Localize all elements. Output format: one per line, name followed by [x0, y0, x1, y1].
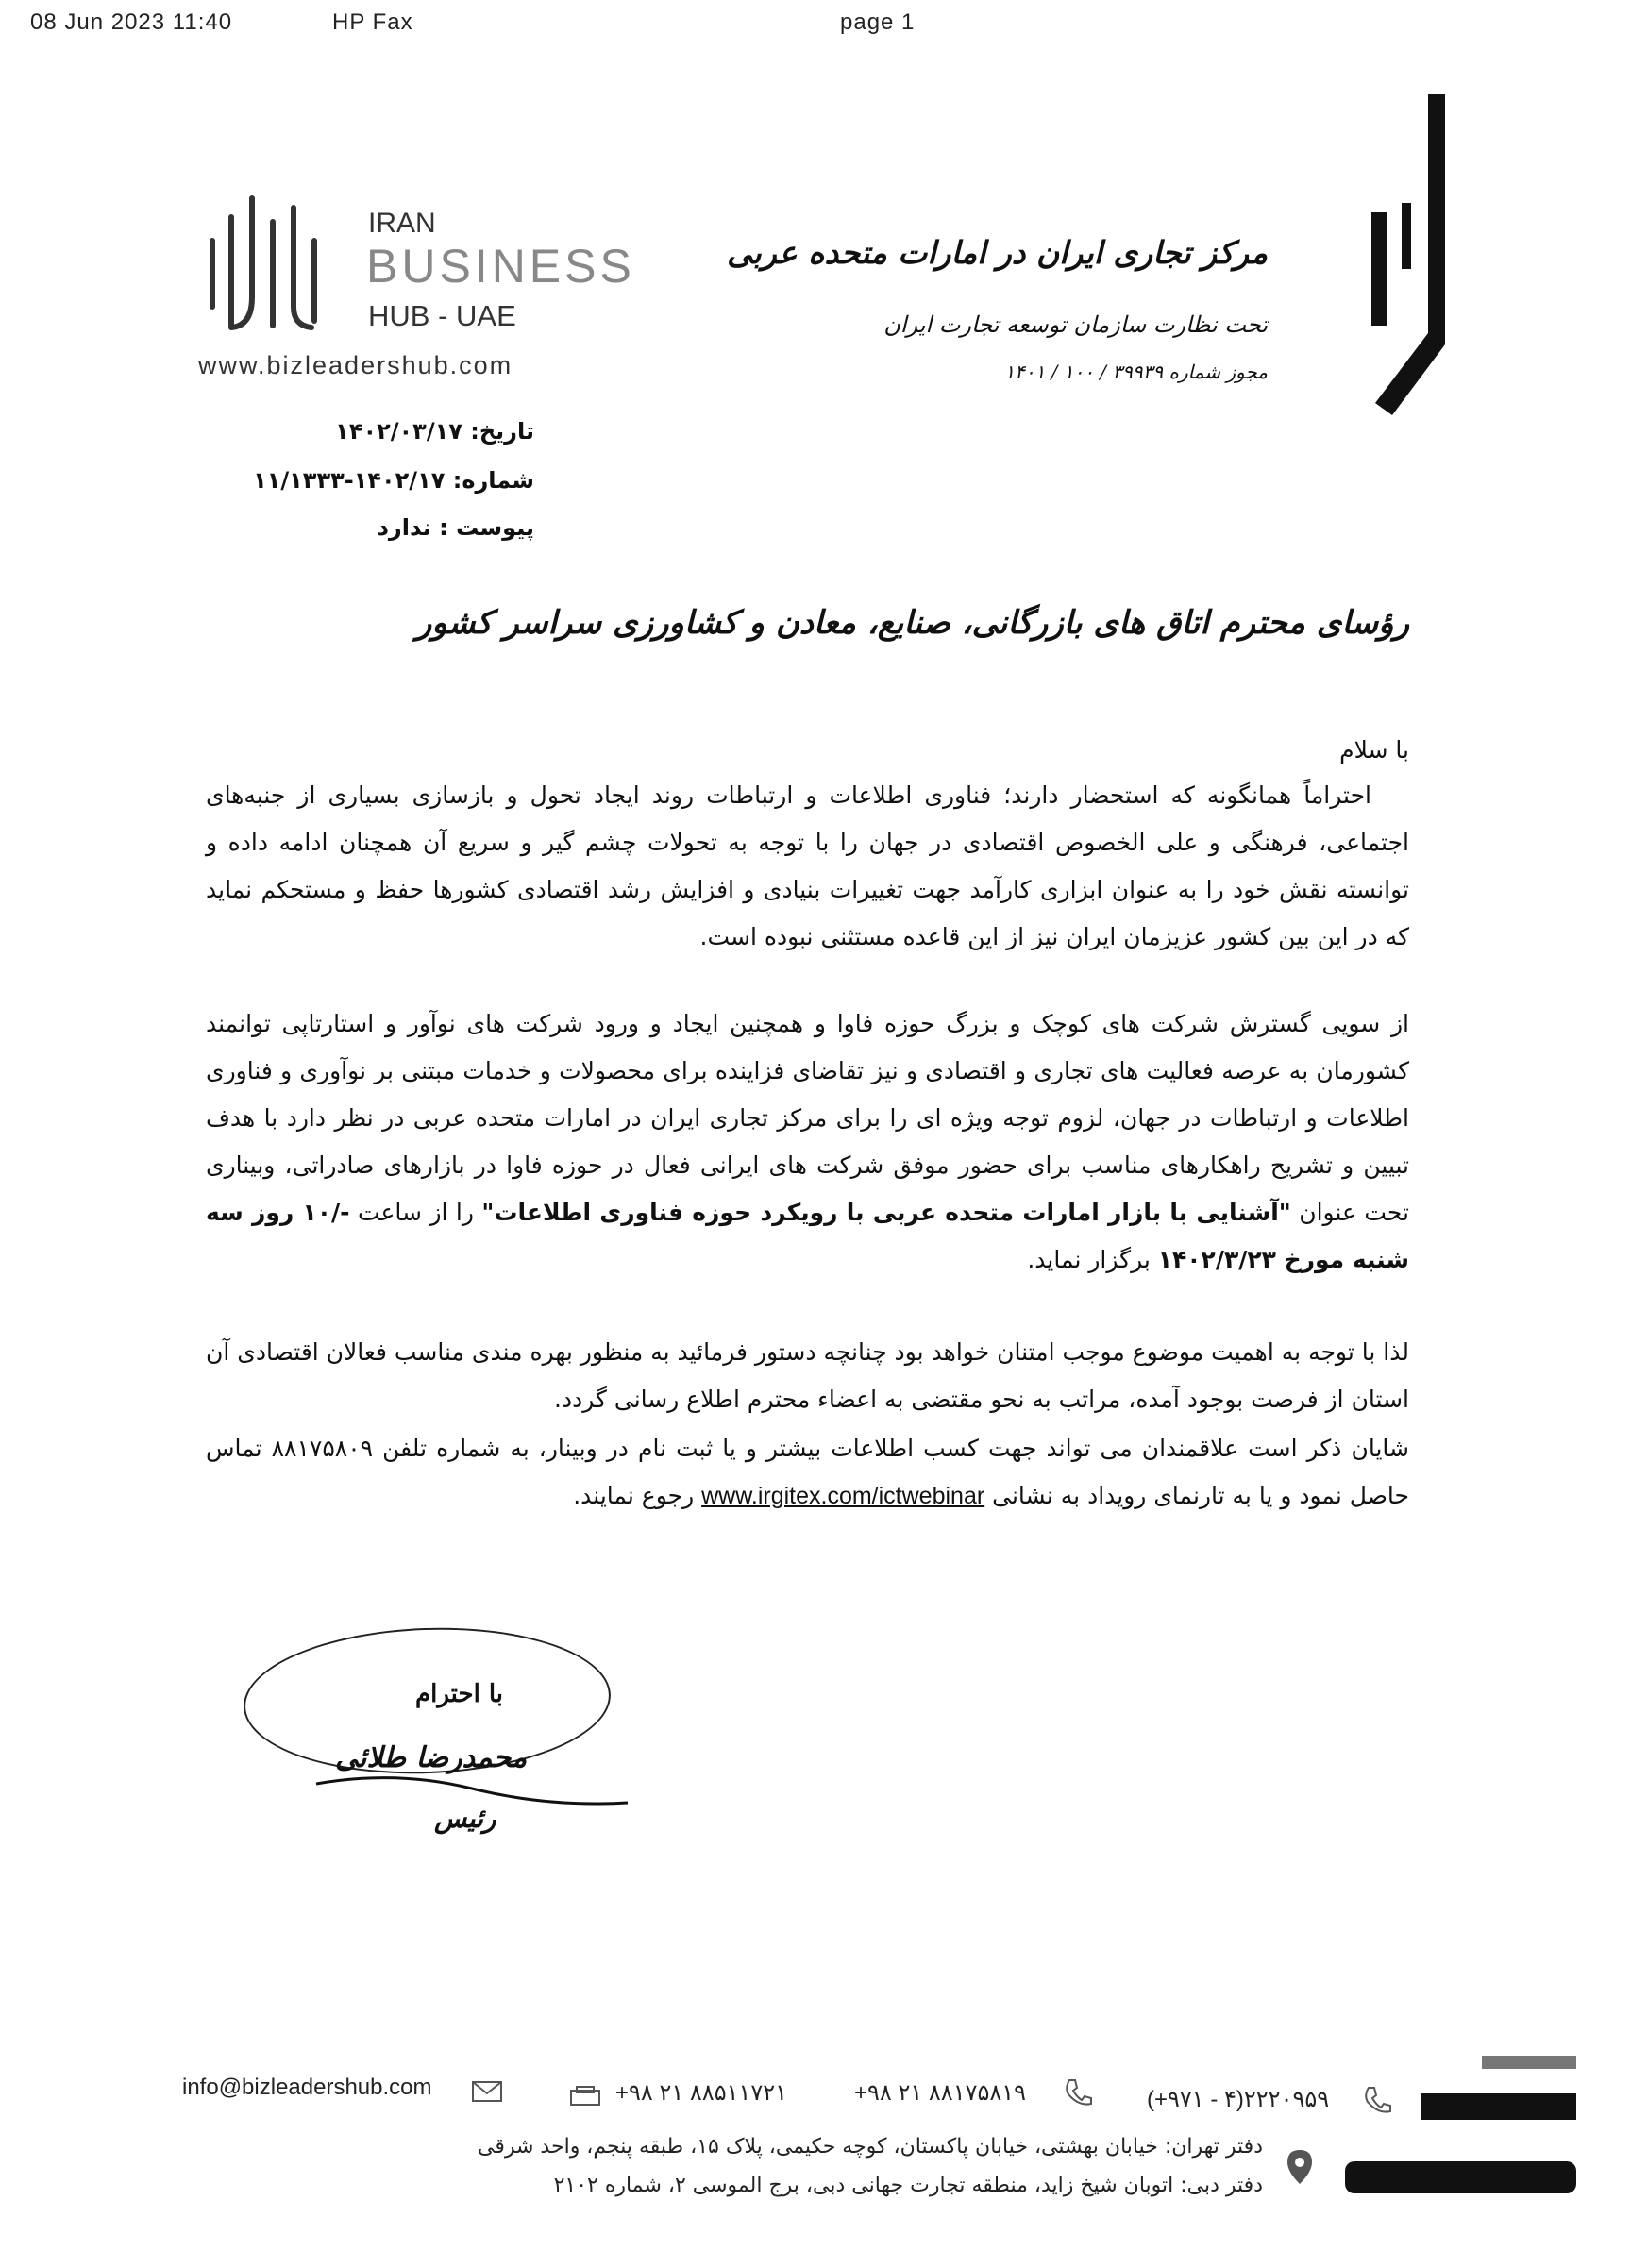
- letterhead-line3: مجوز شماره ۳۹۹۳۹ / ۱۰۰ / ۱۴۰۱: [1004, 361, 1268, 383]
- footer-phone-dubai: (+۹۷۱ - ۴)۲۲۲۰۹۵۹: [1147, 2087, 1330, 2112]
- paragraph-2-text-c: برگزار نماید.: [1027, 1246, 1151, 1273]
- signature-title: رئیس: [434, 1803, 496, 1834]
- logo-mark-icon: [193, 184, 330, 335]
- webinar-link[interactable]: www.irgitex.com/ictwebinar: [701, 1483, 985, 1509]
- paragraph-4: [206, 1425, 1409, 1520]
- webinar-title: "آشنایی با بازار امارات متحده عربی با رویکرد حوزه فناوری اطلاعات": [481, 1199, 1291, 1226]
- letterhead-line1: مرکز تجاری ایران در امارات متحده عربی: [727, 234, 1268, 271]
- redaction-mark: [1345, 2161, 1576, 2193]
- paragraph-2-text: از سویی گسترش شرکت های کوچک و بزرگ حوزه فاوا و همچنین ایجاد و ورود شرکت های نوآور و استارتاپی توانمند کشورمان به عرصه فعالیت های تجاری و اقتصادی و نیز تقاضای فزاینده برای محصولات و خدمات مبتنی بر نوآوری و فناوری اطلاعات و ارتباطات در جهان، لزوم توجه ویژه ای را برای مرکز تجاری ایران در امارات متحده عربی در نظر دارد با هدف تبیین و تشریح راهکارهای مناسب برای حضور موفق شرکت های ایرانی فعال در حوزه فاوا در بازارهای صادراتی، وبیناری تحت عنوان: [206, 1010, 1410, 1226]
- footer-phone-tehran: +۹۸ ۲۱ ۸۸۱۷۵۸۱۹: [854, 2080, 1027, 2106]
- paragraph-3: لذا با توجه به اهمیت موضوع موجب امتنان خواهد بود چنانچه دستور فرمائید به منظور بهره مندی مناسب فعالان اقتصادی آن استان از فرصت بوجود آمده، مراتب به نحو مقتضی به اعضاء محترم اطلاع رسانی گردد.: [206, 1338, 1409, 1413]
- fax-date: 08 Jun 2023 11:40: [30, 9, 233, 35]
- letterhead-line2: تحت نظارت سازمان توسعه تجارت ایران: [883, 311, 1268, 338]
- letterhead-logo-icon: [1354, 90, 1487, 415]
- webinar-time: -/۱۰ روز سه شنبه مورخ ۱۴۰۲/۳/۲۳: [206, 1199, 1409, 1273]
- fax-page-number: page 1: [840, 9, 916, 35]
- phone-icon: [1361, 2084, 1393, 2116]
- logo-line-hub: HUB - UAE: [368, 299, 516, 332]
- mail-icon: [472, 2081, 502, 2102]
- paragraph-2: [206, 1000, 1409, 1284]
- footer-address-tehran: دفتر تهران: خیابان بهشتی، خیابان پاکستان، کوچه حکیمی، پلاک ۱۵، طبقه پنجم، واحد شرقی: [478, 2135, 1263, 2159]
- footer-fax: +۹۸ ۲۱ ۸۸۵۱۱۷۲۱: [615, 2080, 788, 2106]
- letter-number: شماره: ۱۴۰۲/۱۷-۱۱/۱۳۳۳: [253, 467, 534, 494]
- fax-device: HP Fax: [332, 9, 413, 35]
- footer-email[interactable]: info@bizleadershub.com: [182, 2075, 432, 2100]
- logo-website: www.bizleadershub.com: [198, 351, 513, 379]
- paragraph-4-text: شایان ذکر است علاقمندان می تواند جهت کسب اطلاعات بیشتر و یا ثبت نام در وبینار، به شماره تلفن ۸۸۱۷۵۸۰۹ تماس حاصل نمود و یا به تارنمای رویداد به نشانی: [206, 1435, 1409, 1509]
- recipient-line: رؤسای محترم اتاق های بازرگانی، صنایع، معادن و کشاورزی سراسر کشور: [415, 604, 1409, 642]
- redaction-mark: [1421, 2093, 1576, 2120]
- redaction-mark: [1482, 2056, 1576, 2069]
- greeting: با سلام: [1339, 736, 1409, 764]
- location-pin-icon: [1286, 2148, 1314, 2186]
- paragraph-1: احتراماً همانگونه که استحضار دارند؛ فناوری اطلاعات و ارتباطات روند ایجاد تحول و بازسازی بسیاری از جنبه‌های اجتماعی، فرهنگی و علی الخصوص اقتصادی در جهان را با توجه به تحولات چشم گیر و سریع آن همچنان ادامه داده و توانسته نقش خود را به عنوان ابزاری کارآمد جهت تغییرات بنیادی و افزایش رشد اقتصادی کشورها حفظ و مستحکم نماید که در این بین کشور عزیزمان ایران نیز از این قاعده مستثنی نبوده است.: [206, 781, 1409, 950]
- signature-name: محمدرضا طلائی: [335, 1741, 528, 1774]
- signature-stroke-icon: [311, 1760, 632, 1807]
- paragraph-4-text-b: رجوع نمایند.: [573, 1482, 695, 1509]
- logo-line-business: BUSINESS: [366, 240, 635, 293]
- letter-date: تاریخ: ۱۴۰۲/۰۳/۱۷: [335, 418, 534, 445]
- footer-address-dubai: دفتر دبی: اتوبان شیخ زاید، منطقه تجارت جهانی دبی، برج الموسی ۲، شماره ۲۱۰۲: [553, 2174, 1263, 2197]
- fax-icon: [570, 2086, 600, 2107]
- signature-closing: با احترام: [415, 1680, 504, 1708]
- logo-line-iran: IRAN: [368, 208, 436, 239]
- phone-icon: [1062, 2076, 1094, 2108]
- paragraph-2-text-b: را از ساعت: [357, 1199, 474, 1226]
- letter-attachment: پیوست : ندارد: [377, 514, 534, 541]
